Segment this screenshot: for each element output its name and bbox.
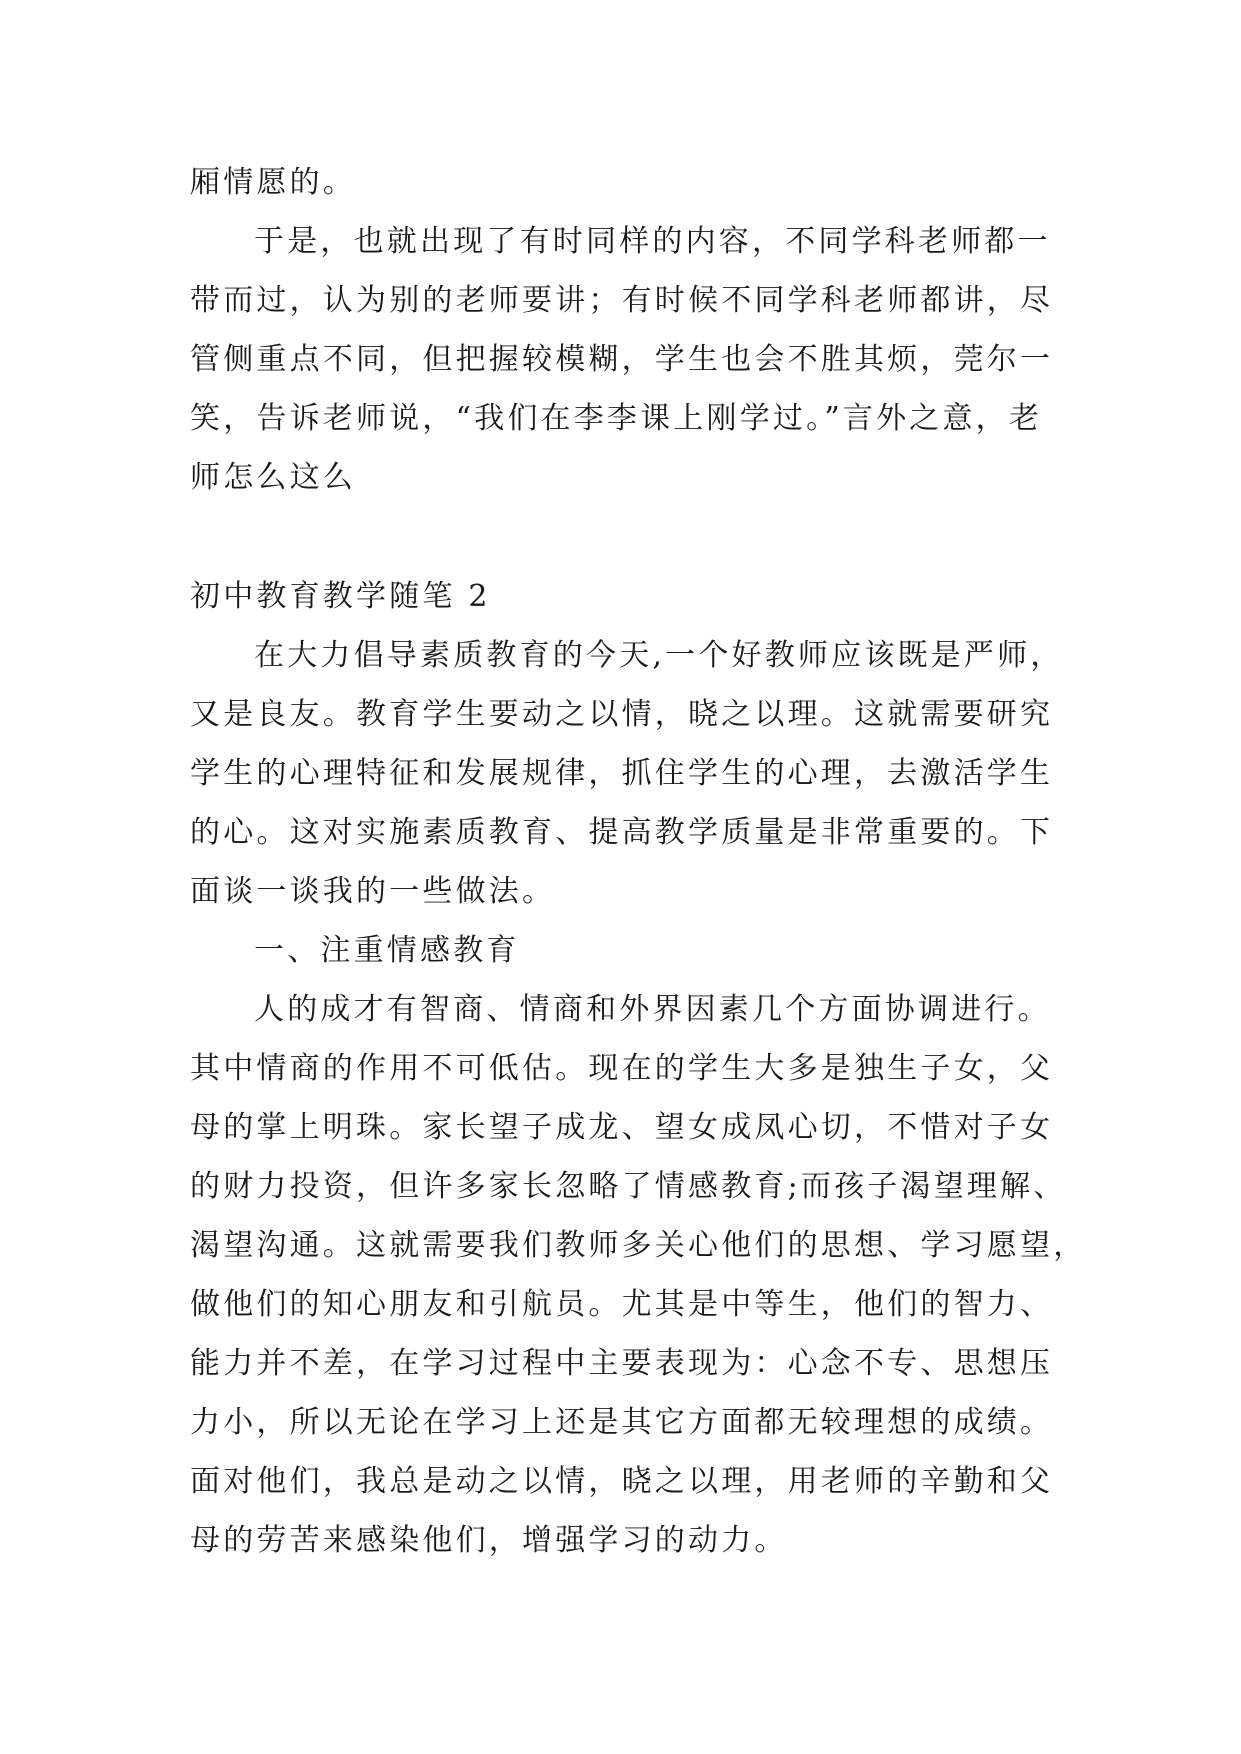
text-line: 师怎么这么 — [190, 460, 356, 495]
text-line: 渴望沟通。这就需要我们教师多关心他们的思想、学习愿望， — [190, 1228, 1087, 1263]
text-line: 力小，所以无论在学习上还是其它方面都无较理想的成绩。 — [190, 1405, 1054, 1440]
text-line: 带而过，认为别的老师要讲；有时候不同学科老师都讲，尽 — [190, 283, 1054, 318]
text-line: 母的劳苦来感染他们，增强学习的动力。 — [190, 1523, 788, 1558]
previous-section-text — [190, 153, 1070, 507]
text-line: 母的掌上明珠。家长望子成龙、望女成凤心切，不惜对子女 — [190, 1110, 1054, 1145]
text-line: 学生的心理特征和发展规律，抓住学生的心理，去激活学生 — [190, 756, 1054, 791]
text-line: 面对他们，我总是动之以情，晓之以理，用老师的辛勤和父 — [190, 1464, 1054, 1499]
text-line: 面谈一谈我的一些做法。 — [190, 874, 556, 909]
article-body — [190, 626, 1087, 1570]
text-line: 做他们的知心朋友和引航员。尤其是中等生，他们的智力、 — [190, 1287, 1054, 1322]
article-title: 初中教育教学随笔 2 — [190, 579, 491, 614]
text-line: 管侧重点不同，但把握较模糊，学生也会不胜其烦，莞尔一 — [190, 342, 1054, 377]
text-line: 的心。这对实施素质教育、提高教学质量是非常重要的。下 — [190, 815, 1054, 850]
text-line: 的财力投资，但许多家长忽略了情感教育;而孩子渴望理解、 — [190, 1169, 1067, 1204]
text-line: 厢情愿的。 — [190, 165, 356, 200]
text-line: 能力并不差，在学习过程中主要表现为：心念不专、思想压 — [190, 1346, 1054, 1381]
text-line: 于是，也就出现了有时同样的内容，不同学科老师都一 — [254, 224, 1051, 259]
text-line: 又是良友。教育学生要动之以情，晓之以理。这就需要研究 — [190, 697, 1054, 732]
text-line: 其中情商的作用不可低估。现在的学生大多是独生子女，父 — [190, 1051, 1054, 1086]
text-line: 人的成才有智商、情商和外界因素几个方面协调进行。 — [254, 992, 1051, 1027]
section-heading: 一、注重情感教育 — [254, 933, 520, 968]
text-line: 在大力倡导素质教育的今天,一个好教师应该既是严师， — [254, 638, 1064, 673]
text-line: 笑，告诉老师说，“我们在李李课上刚学过。”言外之意，老 — [190, 401, 1043, 436]
